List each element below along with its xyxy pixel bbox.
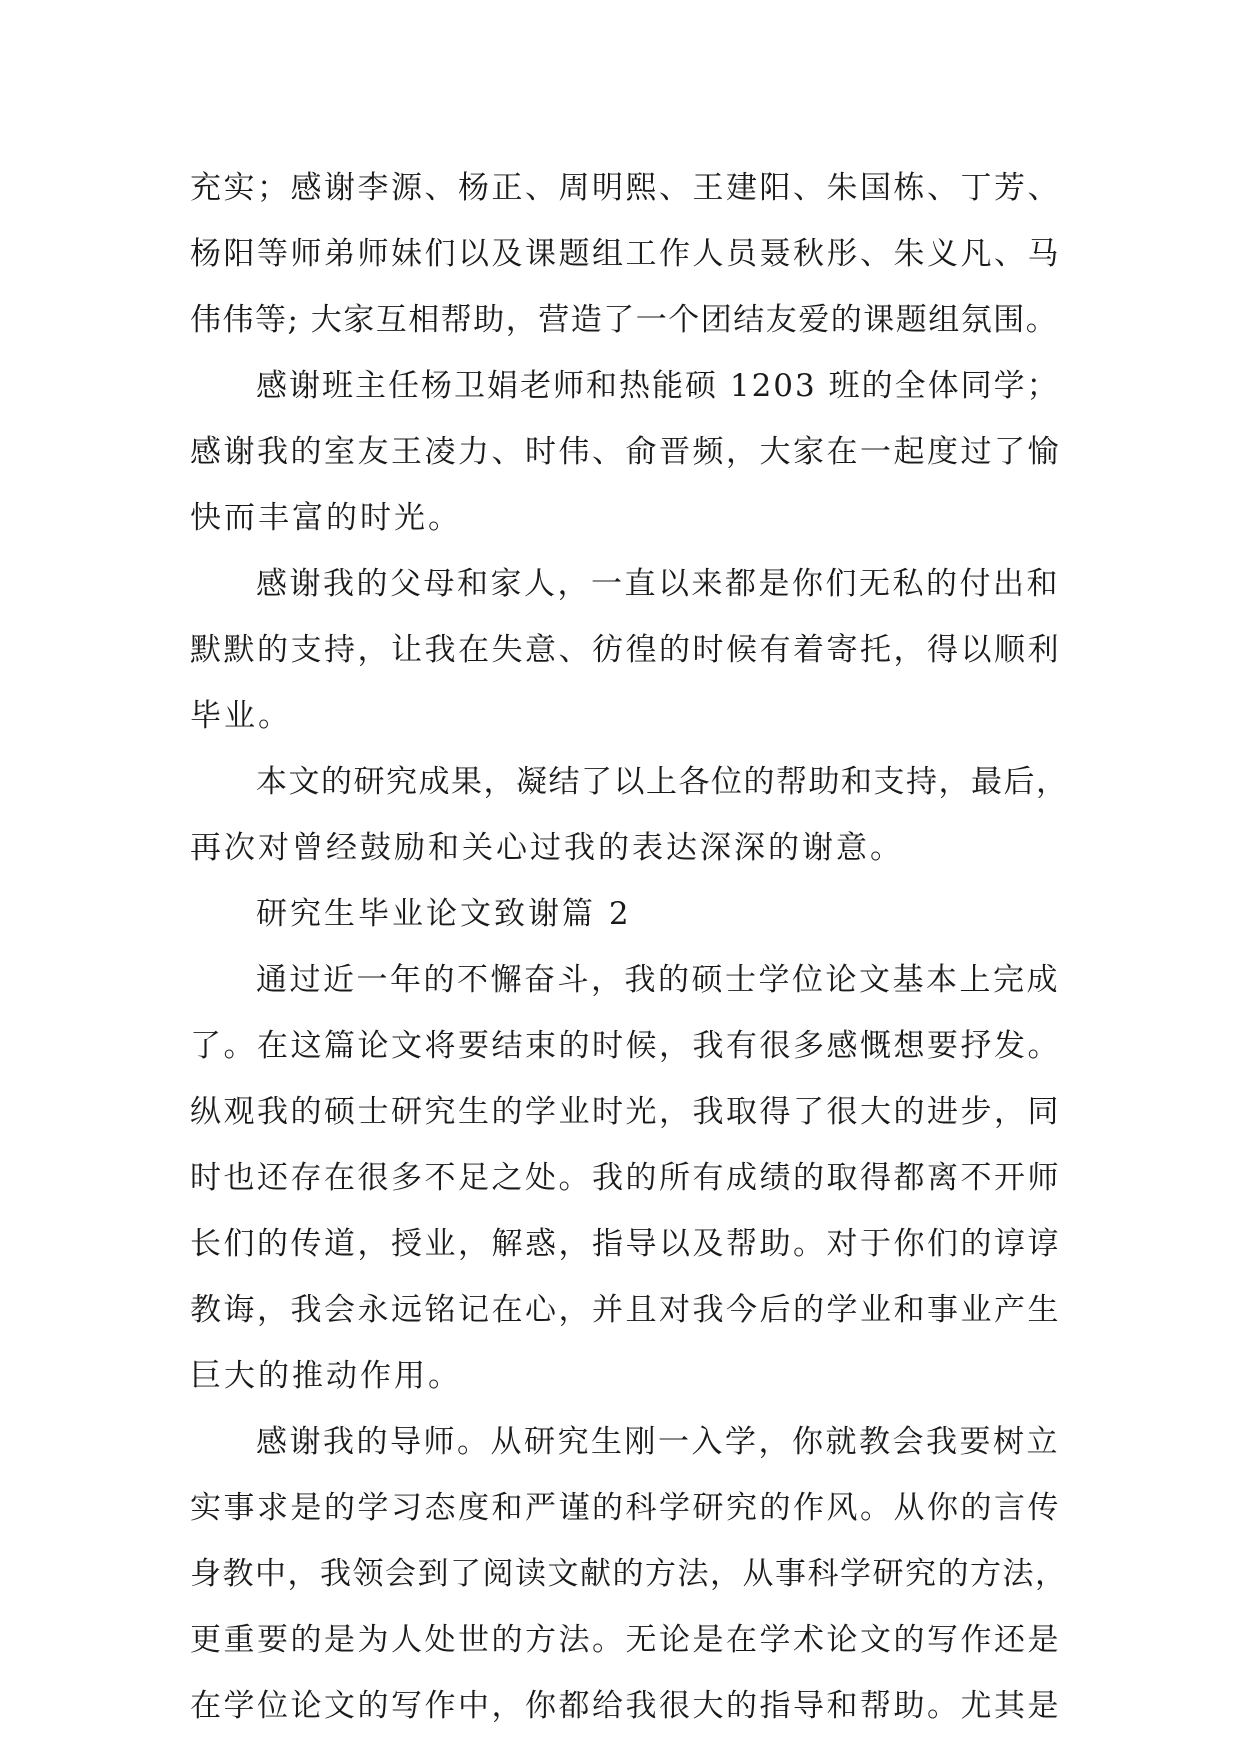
text-line: 毕业。 [190,698,292,734]
text-line: 感谢我的室友王凌力、时伟、俞晋频，大家在一起度过了愉 [190,434,1061,470]
text-line: 充实；感谢李源、杨正、周明熙、王建阳、朱国栋、丁芳、 [190,170,1061,206]
text-line: 长们的传道，授业，解惑，指导以及帮助。对于你们的谆谆 [190,1226,1061,1262]
text-line: 纵观我的硕士研究生的学业时光，我取得了很大的进步，同 [190,1094,1061,1130]
paragraph-first-line: 感谢我的导师。从研究生刚一入学，你就教会我要树立 [256,1424,1060,1460]
text-line: 更重要的是为人处世的方法。无论是在学术论文的写作还是 [190,1622,1061,1658]
text-line: 实事求是的学习态度和严谨的科学研究的作风。从你的言传 [190,1490,1061,1526]
paragraph-first-line: 感谢班主任杨卫娟老师和热能硕 1203 班的全体同学； [256,368,1060,404]
text-line: 时也还存在很多不足之处。我的所有成绩的取得都离不开师 [190,1160,1061,1196]
text-line: 巨大的推动作用。 [190,1358,462,1394]
text-line: 伟伟等; 大家互相帮助，营造了一个团结友爱的课题组氛围。 [190,302,1059,338]
paragraph-first-line: 通过近一年的不懈奋斗，我的硕士学位论文基本上完成 [256,962,1060,998]
text-line: 杨阳等师弟师妹们以及课题组工作人员聂秋彤、朱义凡、马 [190,236,1061,272]
paragraph-first-line: 本文的研究成果，凝结了以上各位的帮助和支持，最后， [256,764,1069,800]
paragraph-first-line: 感谢我的父母和家人，一直以来都是你们无私的付出和 [256,566,1060,602]
text-line: 身教中，我领会到了阅读文献的方法，从事科学研究的方法， [190,1556,1068,1592]
text-line: 教诲，我会永远铭记在心，并且对我今后的学业和事业产生 [190,1292,1061,1328]
text-line: 再次对曾经鼓励和关心过我的表达深深的谢意。 [190,830,904,866]
text-line: 快而丰富的时光。 [190,500,462,536]
text-line: 默默的支持，让我在失意、彷徨的时候有着寄托，得以顺利 [190,632,1061,668]
paragraph-first-line: 研究生毕业论文致谢篇 2 [256,896,632,932]
text-line: 了。在这篇论文将要结束的时候，我有很多感慨想要抒发。 [190,1028,1061,1064]
document-body [190,155,1070,1739]
text-line: 在学位论文的写作中，你都给我很大的指导和帮助。尤其是 [190,1688,1061,1724]
